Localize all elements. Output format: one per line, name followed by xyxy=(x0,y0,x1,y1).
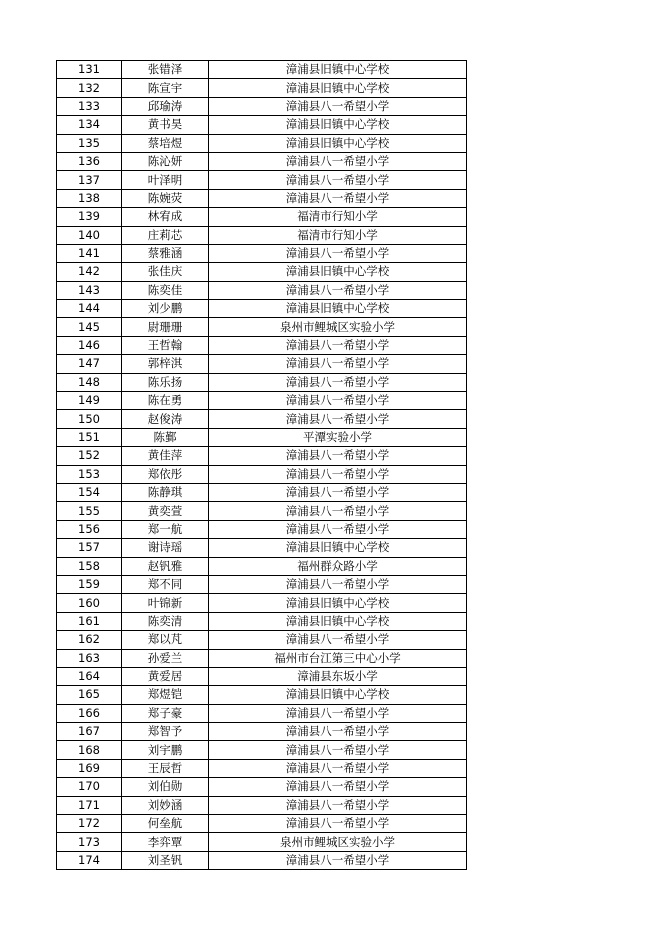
school-name-cell: 漳浦县八一希望小学 xyxy=(209,796,467,814)
school-name-cell: 福州市台江第三中心小学 xyxy=(209,649,467,667)
table-row xyxy=(57,778,467,796)
student-name-cell: 陈奕清 xyxy=(122,612,209,630)
row-number-cell: 140 xyxy=(57,226,122,244)
table-row xyxy=(57,244,467,262)
roster-body xyxy=(57,61,467,870)
student-name-cell: 谢诗瑶 xyxy=(122,539,209,557)
student-name-cell: 叶泽明 xyxy=(122,171,209,189)
school-name-cell: 漳浦县八一希望小学 xyxy=(209,851,467,869)
row-number-cell: 137 xyxy=(57,171,122,189)
student-name-cell: 孙爱兰 xyxy=(122,649,209,667)
student-name-cell: 刘伯勋 xyxy=(122,778,209,796)
row-number-cell: 133 xyxy=(57,97,122,115)
row-number-cell: 145 xyxy=(57,318,122,336)
student-name-cell: 黄佳萍 xyxy=(122,447,209,465)
table-row xyxy=(57,152,467,170)
table-row xyxy=(57,796,467,814)
student-name-cell: 黄书昊 xyxy=(122,116,209,134)
table-row xyxy=(57,594,467,612)
table-row xyxy=(57,539,467,557)
student-name-cell: 王辰哲 xyxy=(122,759,209,777)
student-name-cell: 陈在勇 xyxy=(122,392,209,410)
school-name-cell: 漳浦县八一希望小学 xyxy=(209,410,467,428)
table-row xyxy=(57,116,467,134)
row-number-cell: 158 xyxy=(57,557,122,575)
school-name-cell: 漳浦县八一希望小学 xyxy=(209,465,467,483)
row-number-cell: 146 xyxy=(57,336,122,354)
table-row xyxy=(57,483,467,501)
table-row xyxy=(57,171,467,189)
student-name-cell: 叶锦新 xyxy=(122,594,209,612)
student-name-cell: 邱瑜涛 xyxy=(122,97,209,115)
school-name-cell: 漳浦县八一希望小学 xyxy=(209,483,467,501)
student-name-cell: 郑不同 xyxy=(122,575,209,593)
row-number-cell: 142 xyxy=(57,263,122,281)
row-number-cell: 143 xyxy=(57,281,122,299)
row-number-cell: 150 xyxy=(57,410,122,428)
table-row xyxy=(57,61,467,79)
student-name-cell: 张佳庆 xyxy=(122,263,209,281)
row-number-cell: 139 xyxy=(57,208,122,226)
row-number-cell: 132 xyxy=(57,79,122,97)
school-name-cell: 漳浦县八一希望小学 xyxy=(209,189,467,207)
student-name-cell: 郑子豪 xyxy=(122,704,209,722)
student-name-cell: 蔡雅涵 xyxy=(122,244,209,262)
table-row xyxy=(57,649,467,667)
table-row xyxy=(57,300,467,318)
school-name-cell: 漳浦县八一希望小学 xyxy=(209,336,467,354)
school-name-cell: 漳浦县八一希望小学 xyxy=(209,631,467,649)
student-name-cell: 李弈覃 xyxy=(122,833,209,851)
table-row xyxy=(57,373,467,391)
row-number-cell: 154 xyxy=(57,483,122,501)
row-number-cell: 163 xyxy=(57,649,122,667)
student-name-cell: 陈宣宇 xyxy=(122,79,209,97)
school-name-cell: 漳浦县八一希望小学 xyxy=(209,152,467,170)
school-name-cell: 漳浦县八一希望小学 xyxy=(209,281,467,299)
row-number-cell: 138 xyxy=(57,189,122,207)
student-name-cell: 刘妙涵 xyxy=(122,796,209,814)
student-name-cell: 陈静琪 xyxy=(122,483,209,501)
row-number-cell: 144 xyxy=(57,300,122,318)
school-name-cell: 泉州市鲤城区实验小学 xyxy=(209,833,467,851)
school-name-cell: 漳浦县旧镇中心学校 xyxy=(209,134,467,152)
row-number-cell: 171 xyxy=(57,796,122,814)
student-name-cell: 郑煜铠 xyxy=(122,686,209,704)
row-number-cell: 166 xyxy=(57,704,122,722)
row-number-cell: 160 xyxy=(57,594,122,612)
table-row xyxy=(57,134,467,152)
row-number-cell: 157 xyxy=(57,539,122,557)
table-row xyxy=(57,759,467,777)
table-row xyxy=(57,575,467,593)
student-name-cell: 陈乐扬 xyxy=(122,373,209,391)
school-name-cell: 漳浦县旧镇中心学校 xyxy=(209,116,467,134)
table-row xyxy=(57,612,467,630)
student-name-cell: 王哲翰 xyxy=(122,336,209,354)
row-number-cell: 174 xyxy=(57,851,122,869)
table-row xyxy=(57,447,467,465)
student-name-cell: 赵钒雅 xyxy=(122,557,209,575)
row-number-cell: 155 xyxy=(57,502,122,520)
student-name-cell: 陈婉荧 xyxy=(122,189,209,207)
student-name-cell: 陈奕佳 xyxy=(122,281,209,299)
school-name-cell: 福州群众路小学 xyxy=(209,557,467,575)
school-name-cell: 漳浦县八一希望小学 xyxy=(209,355,467,373)
student-name-cell: 陈鄞 xyxy=(122,428,209,446)
student-name-cell: 张错泽 xyxy=(122,61,209,79)
school-name-cell: 漳浦县八一希望小学 xyxy=(209,97,467,115)
student-name-cell: 郑依彤 xyxy=(122,465,209,483)
school-name-cell: 漳浦县旧镇中心学校 xyxy=(209,539,467,557)
table-row xyxy=(57,851,467,869)
student-name-cell: 刘少鹏 xyxy=(122,300,209,318)
school-name-cell: 福清市行知小学 xyxy=(209,226,467,244)
row-number-cell: 135 xyxy=(57,134,122,152)
table-row xyxy=(57,465,467,483)
table-row xyxy=(57,79,467,97)
student-name-cell: 何垒航 xyxy=(122,815,209,833)
table-row xyxy=(57,667,467,685)
student-name-cell: 庄莉芯 xyxy=(122,226,209,244)
school-name-cell: 漳浦县旧镇中心学校 xyxy=(209,612,467,630)
student-name-cell: 郭梓淇 xyxy=(122,355,209,373)
row-number-cell: 167 xyxy=(57,723,122,741)
row-number-cell: 148 xyxy=(57,373,122,391)
row-number-cell: 162 xyxy=(57,631,122,649)
school-name-cell: 漳浦县八一希望小学 xyxy=(209,704,467,722)
table-row xyxy=(57,833,467,851)
school-name-cell: 漳浦县八一希望小学 xyxy=(209,778,467,796)
table-row xyxy=(57,723,467,741)
student-name-cell: 刘宇鹏 xyxy=(122,741,209,759)
row-number-cell: 164 xyxy=(57,667,122,685)
row-number-cell: 159 xyxy=(57,575,122,593)
row-number-cell: 147 xyxy=(57,355,122,373)
table-row xyxy=(57,557,467,575)
table-row xyxy=(57,263,467,281)
table-row xyxy=(57,97,467,115)
row-number-cell: 152 xyxy=(57,447,122,465)
school-name-cell: 漳浦县八一希望小学 xyxy=(209,373,467,391)
school-name-cell: 漳浦县旧镇中心学校 xyxy=(209,61,467,79)
table-row xyxy=(57,686,467,704)
row-number-cell: 153 xyxy=(57,465,122,483)
school-name-cell: 漳浦县八一希望小学 xyxy=(209,447,467,465)
student-name-cell: 黄爱居 xyxy=(122,667,209,685)
roster-table xyxy=(56,60,467,870)
student-name-cell: 郑以芃 xyxy=(122,631,209,649)
table-row xyxy=(57,355,467,373)
table-row xyxy=(57,428,467,446)
table-row xyxy=(57,410,467,428)
table-row xyxy=(57,281,467,299)
row-number-cell: 161 xyxy=(57,612,122,630)
student-name-cell: 郑一航 xyxy=(122,520,209,538)
school-name-cell: 漳浦县旧镇中心学校 xyxy=(209,686,467,704)
school-name-cell: 漳浦县八一希望小学 xyxy=(209,502,467,520)
row-number-cell: 156 xyxy=(57,520,122,538)
student-name-cell: 刘圣钒 xyxy=(122,851,209,869)
school-name-cell: 漳浦县八一希望小学 xyxy=(209,171,467,189)
row-number-cell: 168 xyxy=(57,741,122,759)
table-row xyxy=(57,226,467,244)
table-row xyxy=(57,502,467,520)
school-name-cell: 漳浦县东坂小学 xyxy=(209,667,467,685)
school-name-cell: 漳浦县八一希望小学 xyxy=(209,392,467,410)
student-name-cell: 林宥成 xyxy=(122,208,209,226)
school-name-cell: 漳浦县八一希望小学 xyxy=(209,520,467,538)
row-number-cell: 172 xyxy=(57,815,122,833)
table-row xyxy=(57,208,467,226)
school-name-cell: 漳浦县旧镇中心学校 xyxy=(209,263,467,281)
school-name-cell: 漳浦县八一希望小学 xyxy=(209,575,467,593)
school-name-cell: 漳浦县旧镇中心学校 xyxy=(209,594,467,612)
row-number-cell: 131 xyxy=(57,61,122,79)
row-number-cell: 141 xyxy=(57,244,122,262)
table-row xyxy=(57,336,467,354)
student-name-cell: 蔡培煜 xyxy=(122,134,209,152)
school-name-cell: 福清市行知小学 xyxy=(209,208,467,226)
school-name-cell: 漳浦县八一希望小学 xyxy=(209,741,467,759)
row-number-cell: 149 xyxy=(57,392,122,410)
table-row xyxy=(57,631,467,649)
school-name-cell: 漳浦县八一希望小学 xyxy=(209,244,467,262)
student-name-cell: 赵俊涛 xyxy=(122,410,209,428)
student-name-cell: 郑智予 xyxy=(122,723,209,741)
table-row xyxy=(57,815,467,833)
table-row xyxy=(57,741,467,759)
table-row xyxy=(57,392,467,410)
row-number-cell: 169 xyxy=(57,759,122,777)
student-name-cell: 黄奕萱 xyxy=(122,502,209,520)
student-name-cell: 陈沁妍 xyxy=(122,152,209,170)
row-number-cell: 173 xyxy=(57,833,122,851)
table-row xyxy=(57,704,467,722)
table-row xyxy=(57,318,467,336)
row-number-cell: 170 xyxy=(57,778,122,796)
school-name-cell: 漳浦县旧镇中心学校 xyxy=(209,300,467,318)
row-number-cell: 134 xyxy=(57,116,122,134)
student-name-cell: 尉珊珊 xyxy=(122,318,209,336)
table-row xyxy=(57,520,467,538)
row-number-cell: 165 xyxy=(57,686,122,704)
table-row xyxy=(57,189,467,207)
school-name-cell: 平潭实验小学 xyxy=(209,428,467,446)
row-number-cell: 151 xyxy=(57,428,122,446)
school-name-cell: 漳浦县旧镇中心学校 xyxy=(209,79,467,97)
school-name-cell: 泉州市鲤城区实验小学 xyxy=(209,318,467,336)
school-name-cell: 漳浦县八一希望小学 xyxy=(209,723,467,741)
school-name-cell: 漳浦县八一希望小学 xyxy=(209,815,467,833)
school-name-cell: 漳浦县八一希望小学 xyxy=(209,759,467,777)
row-number-cell: 136 xyxy=(57,152,122,170)
